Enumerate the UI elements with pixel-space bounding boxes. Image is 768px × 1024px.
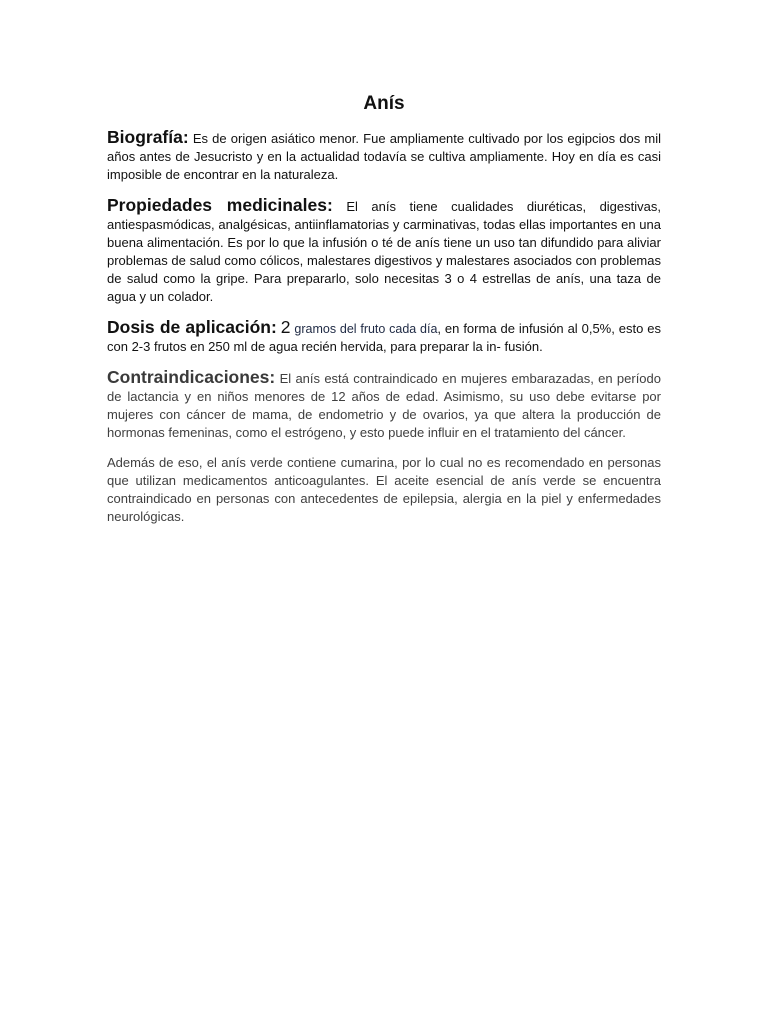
biografia-text: Es de origen asiático menor. Fue ampliamente cultivado por los egipcios dos mil años antes de Jesucristo y en la actualidad todavía se cultiva ampliamente. Hoy en día es casi imposible de encontrar en la naturaleza. <box>107 131 661 182</box>
contraindicaciones-paragraph <box>107 368 661 442</box>
contraindicaciones-heading: Contraindicaciones: <box>107 367 276 387</box>
ademas-text: Además de eso, el anís verde contiene cumarina, por lo cual no es recomendado en personas que utilizan medicamentos anticoagulantes. El aceite esencial de anís verde se encuentra contraindicado en personas con antecedentes de epilepsia, alergia en la piel y enfermedades neurológicas. <box>107 455 661 524</box>
dosis-text: , en forma de infusión al 0,5%, esto es con 2-3 frutos en 250 ml de agua recién hervida, para preparar la in- fusión. <box>107 321 661 354</box>
propiedades-paragraph <box>107 196 661 306</box>
dosis-heading: Dosis de aplicación: <box>107 317 277 337</box>
dosis-amount: 2 <box>280 317 291 337</box>
dosis-paragraph <box>107 318 661 356</box>
propiedades-heading: Propiedades medicinales: <box>107 195 333 215</box>
biografia-paragraph <box>107 128 661 184</box>
propiedades-text: El anís tiene cualidades diuréticas, digestivas, antiespasmódicas, analgésicas, antiinflamatorias y carminativas, todas ellas importantes en una buena alimentación. Es por lo que la infusión o té de anís tiene un uso tan difundido para aliviar problemas de salud como cólicos, malestares digestivos y malestares asociados con problemas de salud como la gripe. Para prepararlo, solo necesitas 3 o 4 estrellas de anís, una taza de agua y un colador. <box>107 199 661 304</box>
document-title: Anís <box>363 93 405 114</box>
document-page <box>107 92 661 538</box>
contraindicaciones-text: El anís está contraindicado en mujeres embarazadas, en período de lactancia y en niños menores de 12 años de edad. Asimismo, su uso debe evitarse por mujeres con cáncer de mama, de endometrio y de ovarios, ya que altera la producción de hormonas femeninas, como el estrógeno, y esto puede influir en el tratamiento del cáncer. <box>107 371 661 440</box>
dosis-unit: gramos del fruto cada día <box>294 322 438 336</box>
biografia-heading: Biografía: <box>107 127 189 147</box>
ademas-paragraph <box>107 454 661 526</box>
